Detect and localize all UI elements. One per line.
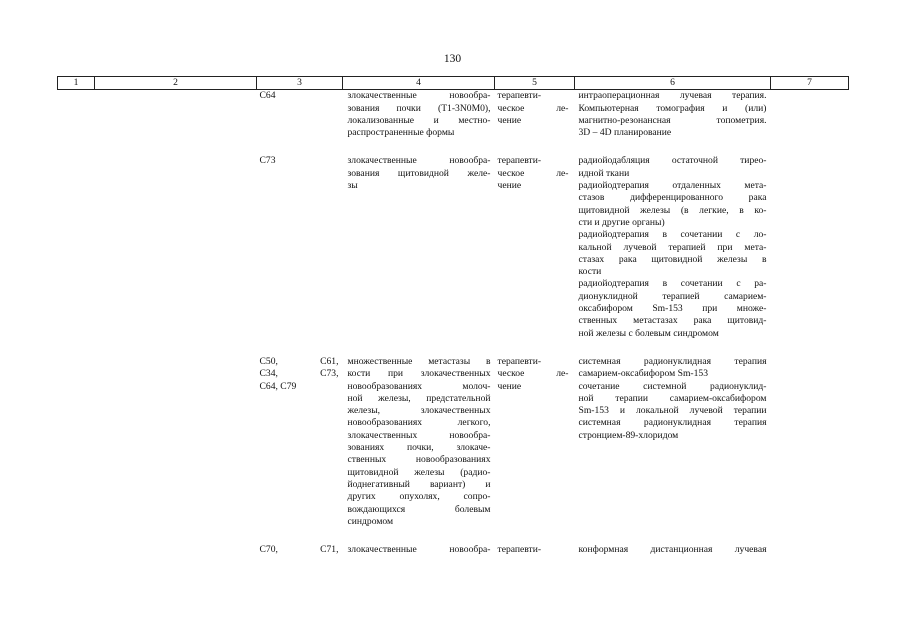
cell-line: вождающихся болевым (347, 503, 491, 515)
diagnosis-cell (343, 340, 495, 528)
cell-line: множественные метастазы в (347, 355, 491, 367)
treatment-model-cell (495, 90, 575, 140)
cell-line: терапевти- (497, 355, 542, 367)
cell-line: стронцием-89-хлоридом (578, 429, 679, 441)
cell-line: стазах рака щитовидной железы в (578, 253, 767, 265)
empty-cell-col7 (771, 139, 849, 339)
treatment-table (57, 76, 849, 556)
empty-cell-col2 (95, 340, 257, 528)
cell-line: йоднегативный вариант) и (347, 478, 491, 490)
cell-line: железы, злокачественных (347, 405, 491, 417)
empty-cell-col1 (58, 90, 95, 140)
cell-line: терапевти- (497, 90, 542, 102)
cell-line: 3D – 4D планирование (578, 127, 672, 139)
cell-line: злокачественные новообра- (347, 90, 491, 102)
cell-line: зования щитовидной желе- (347, 167, 491, 179)
cell-line: ческое ле- (497, 102, 569, 114)
treatment-method-cell (575, 528, 771, 556)
cell-line: новообразованиях легкого, (347, 417, 491, 429)
cell-line: C64 (259, 90, 276, 102)
column-number-row (58, 77, 849, 90)
treatment-model-cell (495, 340, 575, 528)
cell-line: сти и другие органы) (578, 216, 665, 228)
cell-line: системная радионуклидная терапия (578, 417, 767, 429)
table-body (58, 90, 849, 557)
cell-line: дионуклидной терапией самарием- (578, 290, 767, 302)
empty-cell-col2 (95, 90, 257, 140)
table-row (58, 90, 849, 140)
cell-line: терапевти- (497, 544, 542, 556)
cell-line: Компьютерная томография и (или) (578, 102, 767, 114)
cell-line: ческое ле- (497, 167, 569, 179)
cell-line: Sm-153 и локальной лучевой терапии (578, 405, 767, 417)
cell-line: ной железы, предстательной (347, 392, 491, 404)
cell-line: кости при злокачественных (347, 368, 491, 380)
cell-line: злокачественные новообра- (347, 544, 491, 556)
empty-cell-col2 (95, 528, 257, 556)
cell-line: распространенные формы (347, 127, 455, 139)
cell-line: интраоперационная лучевая терапия. (578, 90, 767, 102)
diagnosis-cell (343, 90, 495, 140)
treatment-method-cell (575, 90, 771, 140)
icd-code-cell (257, 528, 343, 556)
cell-line: локализованные и местно- (347, 114, 491, 126)
cell-line: чение (497, 380, 522, 392)
empty-cell-col7 (771, 528, 849, 556)
cell-line: синдромом (347, 515, 394, 527)
cell-line: чение (497, 180, 522, 192)
cell-line: радиойодтерапия в сочетании с ра- (578, 278, 767, 290)
diagnosis-cell (343, 528, 495, 556)
cell-line: ственных новообразованиях (347, 454, 491, 466)
cell-line: сочетание системной радионуклид- (578, 380, 767, 392)
cell-line: щитовидной железы (в легкие, в ко- (578, 204, 767, 216)
cell-line: самарием-оксабифором Sm-153 (578, 368, 708, 380)
cell-line: радиойодабляция остаточной тирео- (578, 155, 767, 167)
empty-cell-col1 (58, 528, 95, 556)
treatment-model-cell (495, 528, 575, 556)
column-number-7: 7 (771, 77, 849, 90)
icd-code-cell (257, 90, 343, 140)
empty-cell-col1 (58, 340, 95, 528)
cell-line: C64, C79 (259, 380, 297, 392)
cell-line: зования почки (T1-3N0M0), (347, 102, 491, 114)
cell-line: ной железы с болевым синдромом (578, 327, 719, 339)
cell-line: C50, C61, (259, 355, 339, 367)
diagnosis-cell (343, 139, 495, 339)
column-number-2: 2 (95, 77, 257, 90)
empty-cell-col7 (771, 340, 849, 528)
icd-code-cell (257, 139, 343, 339)
cell-line: системная радионуклидная терапия (578, 355, 767, 367)
cell-line: терапевти- (497, 155, 542, 167)
page-number: 130 (443, 53, 462, 65)
treatment-model-cell (495, 139, 575, 339)
cell-line: оксабифором Sm-153 при множе- (578, 303, 767, 315)
empty-cell-col7 (771, 90, 849, 140)
cell-line: ческое ле- (497, 368, 569, 380)
cell-line: кости (578, 266, 602, 278)
column-number-3: 3 (257, 77, 343, 90)
cell-line: злокачественные новообра- (347, 155, 491, 167)
cell-line: ной терапии самарием-оксабифором (578, 392, 767, 404)
icd-code-cell (257, 340, 343, 528)
empty-cell-col2 (95, 139, 257, 339)
cell-line: стазов дифференцированного рака (578, 192, 767, 204)
treatment-method-cell (575, 139, 771, 339)
column-number-6: 6 (575, 77, 771, 90)
table-row (58, 139, 849, 339)
cell-line: зованиях почки, злокаче- (347, 442, 491, 454)
cell-line: щитовидной железы (радио- (347, 466, 491, 478)
cell-line: новообразованиях молоч- (347, 380, 491, 392)
cell-line: C73 (259, 155, 276, 167)
cell-line: зы (347, 180, 358, 192)
treatment-method-cell (575, 340, 771, 528)
table-row (58, 528, 849, 556)
cell-line: чение (497, 114, 522, 126)
column-number-4: 4 (343, 77, 495, 90)
cell-line: кальной лучевой терапией при мета- (578, 241, 767, 253)
empty-cell-col1 (58, 139, 95, 339)
cell-line: других опухолях, сопро- (347, 491, 491, 503)
table-row (58, 340, 849, 528)
cell-line: C34, C73, (259, 368, 339, 380)
column-number-1: 1 (58, 77, 95, 90)
cell-line: магнитно-резонансная топометрия. (578, 114, 767, 126)
cell-line: радиойодтерапия в сочетании с ло- (578, 229, 767, 241)
cell-line: идной ткани (578, 167, 630, 179)
cell-line: конформная дистанционная лучевая (578, 544, 767, 556)
cell-line: радиойодтерапия отдаленных мета- (578, 180, 767, 192)
column-number-5: 5 (495, 77, 575, 90)
cell-line: C70, C71, (259, 544, 339, 556)
cell-line: злокачественных новообра- (347, 429, 491, 441)
cell-line: ственных метастазах рака щитовид- (578, 315, 767, 327)
